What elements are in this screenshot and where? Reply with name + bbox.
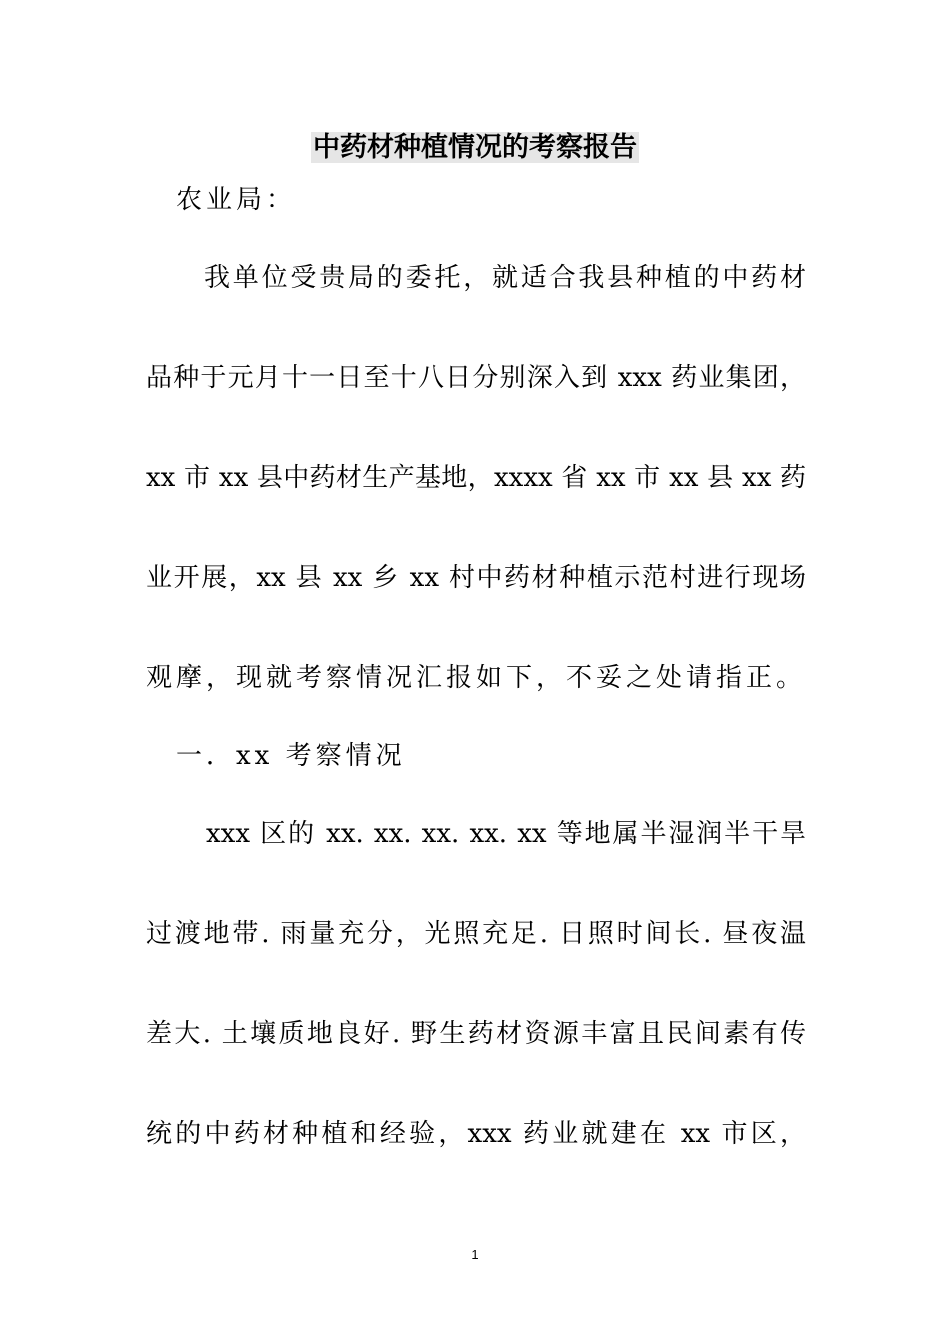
paragraph-line: xx 市 xx 县中药材生产基地，xxxx 省 xx 市 xx 县 xx 药 [146, 463, 806, 493]
document-title-text: 中药材种植情况的考察报告 [313, 132, 637, 163]
paragraph-line: 业开展，xx 县 xx 乡 xx 村中药材种植示范村进行现场 [146, 563, 806, 593]
paragraph-line: xxx 区的 xx. xx. xx. xx. xx 等地属半湿润半干旱 [206, 819, 806, 849]
paragraph-line: 品种于元月十一日至十八日分别深入到 xxx 药业集团， [146, 363, 806, 393]
document-title [0, 128, 950, 168]
paragraph-line: 我单位受贵局的委托，就适合我县种植的中药材 [204, 263, 806, 293]
page-number: 1 [471, 1247, 479, 1262]
addressee: 农业局： [176, 185, 297, 215]
paragraph-line: 统的中药材种植和经验，xxx 药业就建在 xx 市区， [146, 1119, 806, 1149]
paragraph-line: 差大. 土壤质地良好. 野生药材资源丰富且民间素有传 [146, 1019, 806, 1049]
paragraph-line: 观摩，现就考察情况汇报如下，不妥之处请指正。 [146, 663, 807, 693]
section-heading: 一．xx 考察情况 [176, 741, 406, 771]
paragraph-line: 过渡地带. 雨量充分，光照充足. 日照时间长. 昼夜温 [146, 919, 806, 949]
